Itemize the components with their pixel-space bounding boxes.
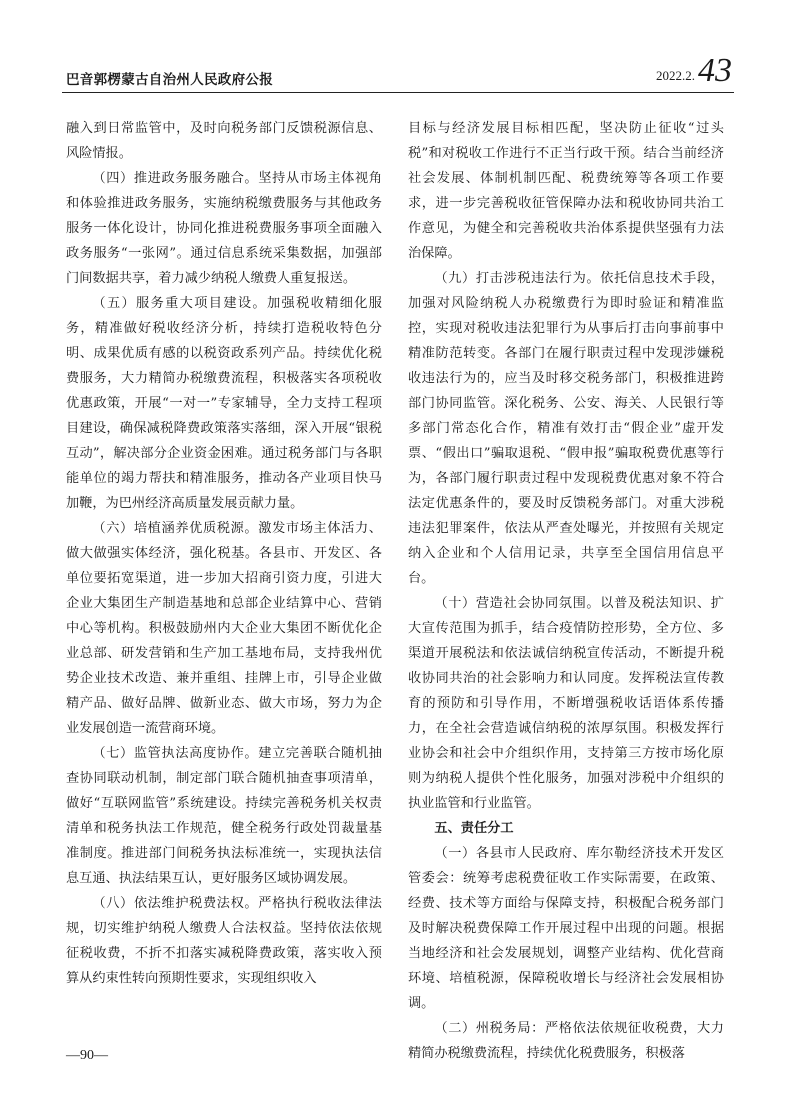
paragraph: （七）监管执法高度协作。建立完善联合随机抽查协同联动机制，制定部门联合随机抽查事项清单，做好“互联网监管”系统建设。持续完善税务机关权责清单和税务执法工作规范，健全税务行政处罚裁量基准制度。推进部门间税务执法标准统一，实现执法信息互通、执法结果互认，更好服务区域协调发展。 [66,746,382,886]
issue-number: 43 [698,52,732,89]
paragraph: （六）培植涵养优质税源。激发市场主体活力、做大做强实体经济，强化税基。各县市、开发区、各单位要拓宽渠道，进一步加大招商引资力度，引进大企业大集团生产制造基地和总部企业结算中心、营销中心等机构。积极鼓励州内大企业大集团不断优化企业总部、研发营销和生产加工基地布局，支持我州优势企业技术改造、兼并重组、挂牌上市，引导企业做精产品、做好品牌、做新业态、做大市场，努力为企业发展创造一流营商环境。 [66,521,382,736]
page-number: —90— [66,1048,108,1063]
paragraph: （九）打击涉税违法行为。依托信息技术手段，加强对风险纳税人办税缴费行为即时验证和精准监控，实现对税收违法犯罪行为从事后打击向事前事中精准防范转变。各部门在履行职责过程中发现涉嫌税收违法行为的，应当及时移交税务部门，积极推进跨部门协同监管。深化税务、公安、海关、人民银行等多部门常态化合作，精准有效打击“假企业”虚开发票、“假出口”骗取退税、“假申报”骗取税费优惠等行为，各部门履行职责过程中发现税费优惠对象不符合法定优惠条件的，要及时反馈税务部门。对重大涉税违法犯罪案件，依法从严查处曝光，并按照有关规定纳入企业和个人信用记录，共享至全国信用信息平台。 [408,271,724,586]
paragraph: 融入到日常监管中，及时向税务部门反馈税源信息、风险情报。 [66,121,382,161]
right-column [408,116,724,1066]
paragraph: （八）依法维护税费法权。严格执行税收法律法规，切实维护纳税人缴费人合法权益。坚持依法依规征税收费，不折不扣落实减税降费政策，落实收入预算从约束性转向预期性要求，实现组织收入 [66,896,382,986]
paragraph: （二）州税务局：严格依法依规征收税费，大力精简办税缴费流程，持续优化税费服务，积极落 [408,1021,724,1061]
paragraph: （一）各县市人民政府、库尔勒经济技术开发区管委会：统筹考虑税费征收工作实际需要，在政策、经费、技术等方面给与保障支持，积极配合税务部门及时解决税费保障工作开展过程中出现的问题。根据当地经济和社会发展规划，调整产业结构、优化营商环境、培植税源，保障税收增长与经济社会发展相协调。 [408,846,724,1011]
paragraph: 目标与经济发展目标相匹配，坚决防止征收“过头税”和对税收工作进行不正当行政干预。结合当前经济社会发展、体制机制匹配、税费统筹等各项工作要求，进一步完善税收征管保障办法和税收协同共治工作意见，为健全和完善税收共治体系提供坚强有力法治保障。 [408,121,724,261]
issue-info [656,54,732,88]
section-heading: 五、责任分工 [434,821,514,836]
paragraph: （十）营造社会协同氛围。以普及税法知识、扩大宣传范围为抓手，结合疫情防控形势，全方位、多渠道开展税法和依法诚信纳税宣传活动，不断提升税收协同共治的社会影响力和认同度。发挥税法宣传教育的预防和引导作用，不断增强税收话语体系传播力，在全社会营造诚信纳税的浓厚氛围。积极发挥行业协会和社会中介组织作用，支持第三方按市场化原则为纳税人提供个性化服务，加强对涉税中介组织的执业监管和行业监管。 [408,596,724,811]
publication-title: 巴音郭楞蒙古自治州人民政府公报 [66,72,273,88]
header-rule [62,92,734,93]
paragraph: （四）推进政务服务融合。坚持从市场主体视角和体验推进政务服务，实施纳税缴费服务与其他政务服务一体化设计，协同化推进税费服务事项全面融入政务服务“一张网”。通过信息系统采集数据，加强部门间数据共享，着力减少纳税人缴费人重复报送。 [66,171,382,286]
left-column [66,116,382,991]
page-header [62,54,734,90]
issue-date: 2022.2. [656,68,695,83]
paragraph: （五）服务重大项目建设。加强税收精细化服务，精准做好税收经济分析，持续打造税收特色分明、成果优质有感的以税资政系列产品。持续优化税费服务，大力精简办税缴费流程，积极落实各项税收优惠政策，开展“一对一”专家辅导，全力支持工程项目建设，确保减税降费政策落实落细，深入开展“银税互动”，解决部分企业资金困难。通过税务部门与各职能单位的竭力帮扶和精准服务，推动各产业项目快马加鞭，为巴州经济高质量发展贡献力量。 [66,296,382,511]
